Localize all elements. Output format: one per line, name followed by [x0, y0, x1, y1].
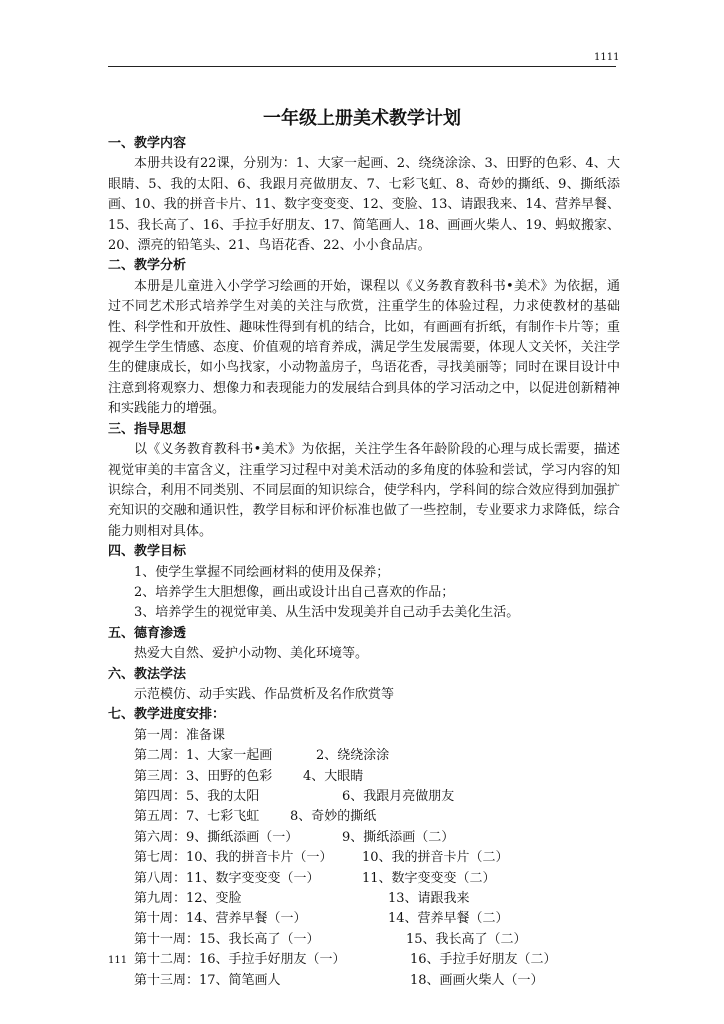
- schedule-week-lesson-2: 13、请跟我来: [388, 891, 470, 907]
- schedule-week-lesson-2: 8、奇妙的撕纸: [290, 809, 377, 825]
- schedule-row: [108, 726, 620, 746]
- schedule-row: [108, 971, 620, 991]
- schedule-row: [108, 828, 620, 848]
- schedule-row: [108, 787, 620, 807]
- schedule-row: [108, 807, 620, 827]
- schedule-week-lesson-2: 9、撕纸添画（二）: [342, 829, 455, 845]
- schedule-week-lesson: 第七周：10、我的拼音卡片（一）: [134, 850, 333, 866]
- schedule-week-lesson: 第一周：准备课: [134, 727, 226, 743]
- goal-item: 2、培养学生大胆想像，画出或设计出自己喜欢的作品；: [134, 584, 455, 600]
- section-heading-methods: 六、教法学法: [108, 666, 187, 682]
- schedule-week-lesson: 第九周：12、变脸: [134, 891, 242, 907]
- schedule-week-lesson: 第五周：7、七彩飞虹: [134, 809, 260, 825]
- section-text-guiding: 以《义务教育教科书•美术》为依据，关注学生各年龄阶段的心理与成长需要，描述视觉审美的丰富含义，注重学习过程中对美术活动的多角度的体验和尝试，学习内容的知识综合，利用不同类别、不同层面的知识综合，使学科内，学科间的综合效应得到加强扩充知识的交融和通识性，教学目标和评价标准也做了一些控制，专业要求力求降低，综合能力则相对具体。: [108, 442, 620, 539]
- schedule-week-lesson-2: 2、绕绕涂涂: [316, 748, 390, 764]
- schedule-row: [108, 869, 620, 889]
- schedule-week-lesson: 第十一周：15、我长高了（一）: [134, 931, 320, 947]
- schedule-week-lesson: 第四周：5、我的太阳: [134, 789, 260, 804]
- schedule-week-lesson-2: 10、我的拼音卡片（二）: [362, 850, 509, 866]
- schedule-week-lesson: 第六周：9、撕纸添画（一）: [134, 829, 299, 845]
- schedule-week-lesson: 第三周：3、田野的色彩: [134, 768, 273, 784]
- schedule-week-lesson-2: 16、手拉手好朋友（二）: [410, 952, 557, 968]
- schedule-row: [108, 909, 620, 929]
- section-heading-moral: 五、德育渗透: [108, 625, 187, 641]
- document-title: 一年级上册美术教学计划: [263, 108, 461, 129]
- schedule-week-lesson: 第二周：1、大家一起画: [134, 748, 273, 764]
- schedule-week-lesson: 第八周：11、数字变变变（一）: [134, 870, 320, 886]
- section-heading-content: 一、教学内容: [108, 136, 187, 151]
- schedule-week-lesson-2: 11、数字变变变（二）: [362, 870, 496, 886]
- section-heading-schedule: 七、教学进度安排：: [108, 707, 226, 723]
- header-rule: [108, 66, 616, 67]
- schedule-row: [108, 930, 620, 950]
- goal-item: 1、使学生掌握不同绘画材料的使用及保养；: [134, 564, 390, 580]
- schedule-week-lesson-2: 18、画画火柴人（一）: [410, 972, 544, 988]
- footer-page-number: 111: [108, 955, 128, 966]
- schedule-row: [108, 950, 620, 970]
- schedule-row: [108, 746, 620, 766]
- schedule-row: [108, 767, 620, 787]
- schedule-row: [108, 889, 620, 909]
- section-text-content: 本册共设有22课，分别为：1、大家一起画、2、绕绕涂涂、3、田野的色彩、4、大眼睛、5、我的太阳、6、我跟月亮做朋友、7、七彩飞虹、8、奇妙的撕纸、9、撕纸添画、10、我的拼音卡片、11、数字变变变、12、变脸、13、请跟我来、14、营养早餐、15、我长高了、16、手拉手好朋友、17、简笔画人、18、画画火柴人、19、蚂蚁搬家、20、漂亮的铅笔头、21、鸟语花香、22、小小食品店。: [108, 156, 620, 254]
- header-page-number: 1111: [594, 52, 620, 63]
- section-text-analysis: 本册是儿童进入小学学习绘画的开始，课程以《义务教育教科书•美术》为依据，通过不同艺术形式培养学生对美的关注与欣赏，注重学生的体验过程，力求使教材的基础性、科学性和开放性、趣味性得到有机的结合，比如，有画画有折纸，有制作卡片等；重视学生学生情感、态度、价值观的培育养成，满足学生发展需要，体现人文关怀，关注学生的健康成长，如小鸟找家，小动物盖房子，鸟语花香，寻找美丽等；同时在课目设计中注意到将观察力、想像力和表现能力的发展结合到具体的学习活动之中，以促进创新精神和实践能力的增强。: [108, 278, 620, 417]
- schedule-week-lesson-2: 14、营养早餐（二）: [388, 911, 509, 927]
- schedule-week-lesson-2: 4、大眼睛: [303, 768, 364, 784]
- schedule-week-lesson: 第十三周：17、简笔画人: [134, 972, 281, 988]
- section-heading-goals: 四、教学目标: [108, 544, 187, 560]
- schedule-row: [108, 848, 620, 868]
- section-text-moral: 热爱大自然、爱护小动物、美化环境等。: [134, 646, 369, 662]
- section-heading-analysis: 二、教学分析: [108, 258, 187, 274]
- goal-item: 3、培养学生的视觉审美、从生活中发现美并自己动手去美化生活。: [134, 605, 520, 621]
- schedule-week-lesson-2: 15、我长高了（二）: [406, 931, 527, 947]
- schedule-week-lesson: 第十二周：16、手拉手好朋友（一）: [134, 952, 346, 968]
- schedule-week-lesson: 第十周：14、营养早餐（一）: [134, 911, 307, 927]
- schedule-week-lesson-2: 6、我跟月亮做朋友: [342, 789, 455, 804]
- section-text-methods: 示范模仿、动手实践、作品赏析及名作欣赏等: [134, 686, 395, 702]
- document-body: [108, 134, 620, 991]
- section-heading-guiding: 三、指导思想: [108, 421, 187, 437]
